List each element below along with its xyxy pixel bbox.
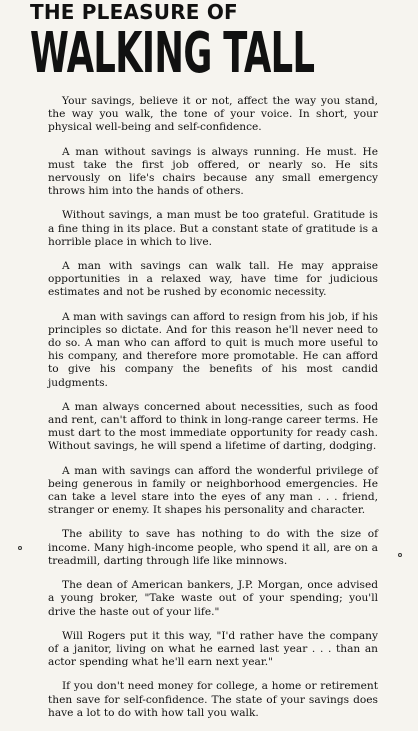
print-speck-right <box>398 553 402 557</box>
article-headline: WALKING TALL <box>30 21 315 86</box>
paragraph-6: A man always concerned about necessities, such as food and rent, can't afford to think in long-range career terms. He must dart to the most immediate opportunity for ready cash. Without savings, he will spend a lifetime of darting, dodging. <box>48 400 378 453</box>
article-kicker: THE PLEASURE OF <box>30 0 238 24</box>
paragraph-2: A man without savings is always running. He must. He must take the first job offered, or nearly so. He sits nervously on life's chairs because any small emergency throws him into the hands of others. <box>48 145 378 198</box>
paragraph-4: A man with savings can walk tall. He may appraise opportunities in a relaxed way, have time for judicious estimates and not be rushed by economic necessity. <box>48 260 378 299</box>
paragraph-3: Without savings, a man must be too grateful. Gratitude is a fine thing in its place. But a constant state of gratitude is a horrible place in which to live. <box>48 209 378 248</box>
paragraph-5: A man with savings can afford to resign from his job, if his principles so dictate. And for this reason he'll never need to do so. A man who can afford to quit is much more useful to his company, and therefore more promotable. He can afford to give his company the benefits of his most candid judgments. <box>48 310 378 389</box>
paragraph-8: The ability to save has nothing to do with the size of income. Many high-income people, who spend it all, are on a treadmill, darting through life like minnows. <box>48 528 378 567</box>
print-speck-left <box>18 546 22 550</box>
paragraph-7: A man with savings can afford the wonderful privilege of being generous in family or neighborhood emergencies. He can take a level stare into the eyes of any man . . . friend, stranger or enemy. It shapes his personality and character. <box>48 464 378 517</box>
paragraph-10: Will Rogers put it this way, "I'd rather have the company of a janitor, living on what he earned last year . . . than an actor spending what he'll earn next year." <box>48 629 378 669</box>
paragraph-11: If you don't need money for college, a home or retirement then save for self-confidence. The state of your savings does have a lot to do with how tall you walk. <box>48 680 378 719</box>
article-body <box>48 95 378 731</box>
paragraph-9: The dean of American bankers, J.P. Morgan, once advised a young broker, "Take waste out of your spending; you'll drive the haste out of your life." <box>48 579 378 618</box>
paragraph-1: Your savings, believe it or not, affect the way you stand, the way you walk, the tone of your voice. In short, your physical well-being and self-confidence. <box>48 95 378 134</box>
